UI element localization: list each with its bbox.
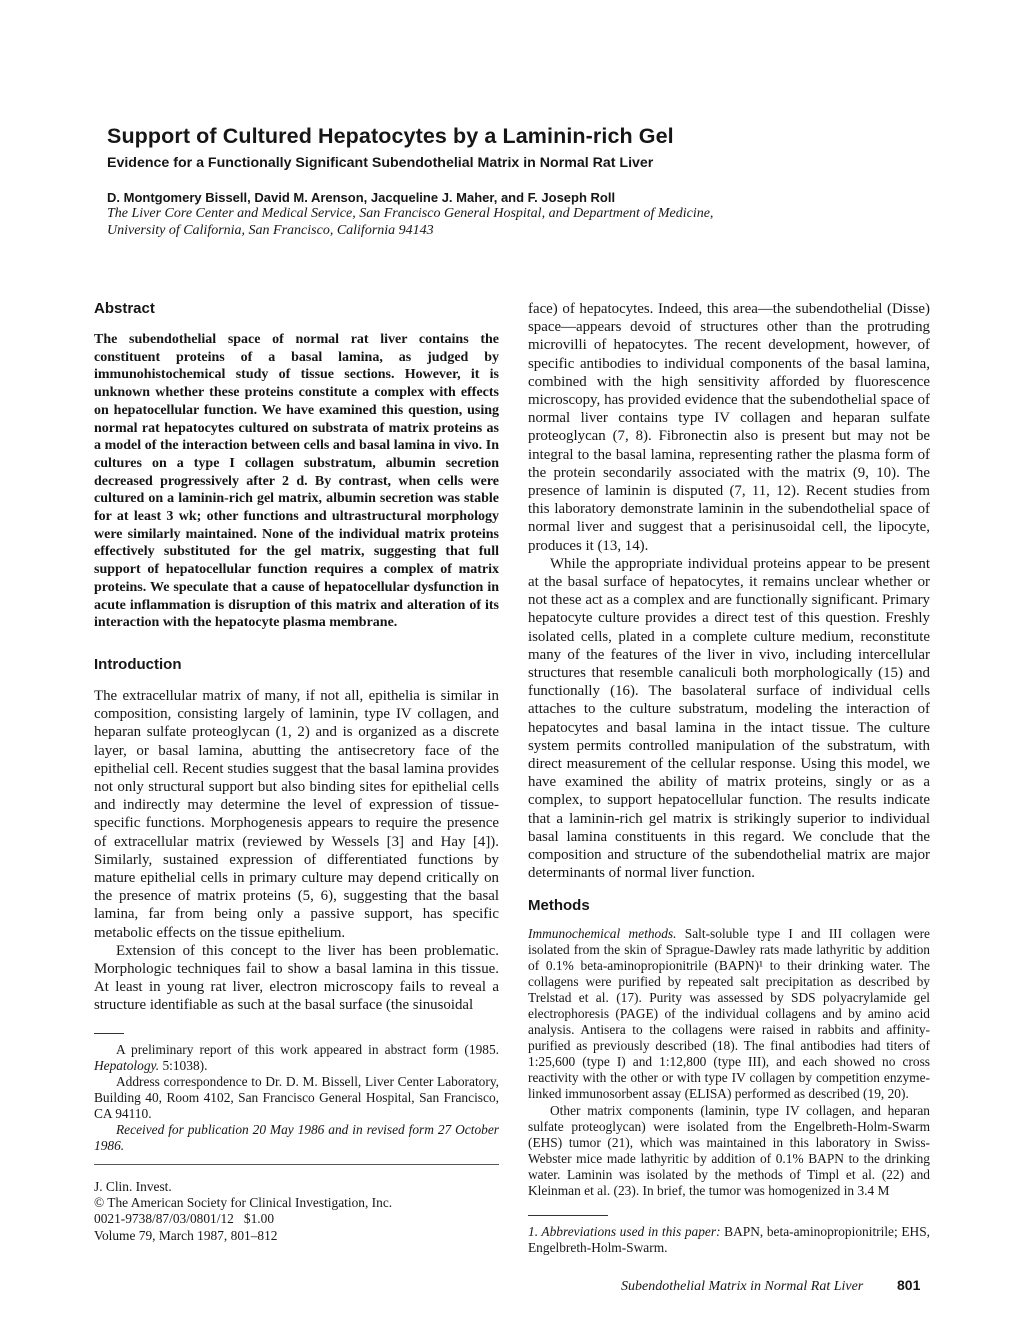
methods-paragraph-2: Other matrix components (laminin, type IV collagen, and heparan sulfate proteoglycan) were isolated from the Engelbreth-Holm-Swarm (EHS) tumor (21), which was maintained in this laboratory in Swiss-Webster mice made lathyritic by addition of 0.1% BAPN to the drinking water. Laminin was isolated by the methods of Timpl et al. (22) and Kleinman et al. (23). In brief, the tumor was homogenized in 3.4 M [528, 1102, 930, 1198]
introduction-heading: Introduction [94, 655, 182, 673]
abbreviation-footnote-label: 1. Abbreviations used in this paper: [528, 1224, 721, 1240]
introduction-paragraph-2-start: Extension of this concept to the liver has been problematic. Morphologic techniques fail to show a basal lamina in this tissue. At least in young rat liver, electron microscopy fails to reveal a structure identifiable as such at the basal surface (the sinusoidal [94, 942, 499, 1014]
methods-paragraph-1 [528, 926, 930, 1103]
footnote-divider [94, 1033, 124, 1034]
affiliation-line-1: The Liver Core Center and Medical Service, San Francisco General Hospital, and Department of Medicine, [107, 206, 714, 221]
journal-name: J. Clin. Invest. [94, 1179, 172, 1195]
preliminary-note-issue: 5:1038). [159, 1057, 208, 1073]
introduction-paragraph-1: The extracellular matrix of many, if not all, epithelia is similar in composition, consisting largely of laminin, type IV collagen, and heparan sulfate proteoglycan (1, 2) and is organized as a discrete layer, or basal lamina, abutting the antisecretory face of the epithelial cell. Recent studies suggest that the basal lamina provides not only structural support but also binding sites for epithelial cells and indirectly may determine the level of expression of tissue-specific functions. Morphogenesis appears to require the presence of extracellular matrix (reviewed by Wessels [3] and Hay [4]). Similarly, sustained expression of differentiated functions by mature epithelial cells in primary culture may depend critically on the presence of matrix proteins (5, 6), suggesting that the basal lamina, far from being only a passive support, has specific metabolic effects on the tissue epithelium. [94, 687, 499, 941]
correspondence-address: Address correspondence to Dr. D. M. Bissell, Liver Center Laboratory, Building 40, Room 4102, San Francisco General Hospital, San Francisco, CA 94110. [94, 1073, 499, 1121]
author-list: D. Montgomery Bissell, David M. Arenson, Jacqueline J. Maher, and F. Joseph Roll [107, 190, 616, 205]
page-number: 801 [897, 1277, 921, 1293]
preliminary-report-note [94, 1042, 499, 1074]
abstract-heading: Abstract [94, 300, 155, 317]
article-footnotes [94, 1042, 499, 1155]
abbreviation-footnote-divider [528, 1215, 608, 1216]
methods-heading: Methods [528, 896, 590, 914]
affiliation [107, 205, 927, 239]
running-footer: Subendothelial Matrix in Normal Rat Liver [621, 1279, 864, 1294]
article-subtitle: Evidence for a Functionally Significant Subendothelial Matrix in Normal Rat Liver [107, 155, 654, 171]
left-column [94, 300, 499, 1244]
introduction-paragraph-2-continued: face) of hepatocytes. Indeed, this area—the subendothelial (Disse) space—appears devoid of structures other than the protruding microvilli of hepatocytes. The recent development, however, of specific antibodies to individual components of the basal lamina, combined with the high sensitivity afforded by fluorescence microscopy, has provided evidence that the subendothelial space of normal liver contains type IV collagen and heparan sulfate proteoglycan (7, 8). Fibronectin also is present but may not be integral to the basal lamina, representing rather the plasma form of the protein secondarily associated with the matrix (9, 10). The presence of laminin is disputed (7, 11, 12). Recent studies from this laboratory demonstrate laminin in the subendothelial space of normal liver and suggest that a perisinusoidal cell, the lipocyte, produces it (13, 14). [528, 301, 930, 554]
right-column [528, 300, 930, 1256]
citation-divider [94, 1164, 499, 1165]
volume-info: Volume 79, March 1987, 801–812 [94, 1227, 278, 1243]
citation-block [94, 1179, 499, 1243]
affiliation-line-2: University of California, San Francisco, California 94143 [107, 223, 434, 238]
introduction-paragraph-3: While the appropriate individual proteins appear to be present at the basal surface of hepatocytes, it remains unclear whether or not these act as a complex and are functionally significant. Primary hepatocyte culture provides a direct test of this question. Freshly isolated cells, plated in a complete culture medium, reconstitute many of the features of the liver in vivo, including intercellular structures that resemble canaliculi both morphologically (15) and functionally (16). The basolateral surface of individual cells attaches to the culture substratum, modeling the interaction of hepatocytes and basal lamina in the intact tissue. The culture system permits controlled manipulation of the substratum, with direct measurement of the cellular response. Using this model, we have examined the ability of matrix proteins, singly or as a complex, to support hepatocellular function. The results indicate that a laminin-rich gel matrix is strikingly superior to individual basal lamina constituents in this regard. We conclude that the composition and structure of the subendothelial matrix are major determinants of normal liver function. [528, 555, 930, 882]
copyright-notice: © The American Society for Clinical Investigation, Inc. [94, 1195, 393, 1211]
methods-paragraph-1-text: Salt-soluble type I and III collagen were isolated from the skin of Sprague-Dawley rats made lathyritic by addition of 0.1% beta-aminopropionitrile (BAPN)¹ to their drinking water. The collagens were purified by repeated salt precipitation as described by Trelstad et al. (17). Purity was assessed by SDS polyacrylamide gel electrophoresis (PAGE) of the individual collagens and by amino acid analysis. Antisera to the collagens were raised in rabbits and affinity-purified as previously described (18). The final antibodies had titers of 1:25,600 (type I) and 1:12,800 (type III), and each showed no cross reactivity with the other or with type IV collagen by competition enzyme-linked immunosorbent assay (ELISA) performed as described (19, 20). [528, 925, 930, 1102]
abbreviation-footnote-text: BAPN, beta-aminopropionitrile; EHS, Engelbreth-Holm-Swarm. [528, 1224, 930, 1256]
preliminary-note-text: A preliminary report of this work appeared in abstract form (1985. [116, 1041, 499, 1057]
article-title: Support of Cultured Hepatocytes by a Laminin-rich Gel [107, 124, 674, 148]
received-date: Received for publication 20 May 1986 and in revised form 27 October 1986. [94, 1122, 499, 1154]
abbreviation-footnote [528, 1224, 930, 1256]
abstract-text: The subendothelial space of normal rat liver contains the constituent proteins of a basal lamina, as judged by immunohistochemical study of tissue sections. However, it is unknown whether these proteins constitute a complex with effects on hepatocellular function. We have examined this question, using normal rat hepatocytes cultured on substrata of matrix proteins as a model of the interaction between cells and basal lamina in vivo. In cultures on a type I collagen substratum, albumin secretion decreased progressively after 2 d. By contrast, when cells were cultured on a laminin-rich gel matrix, albumin secretion was stable for at least 3 wk; other functions and ultrastructural morphology were similarly maintained. None of the individual matrix proteins effectively substituted for the gel matrix, suggesting that full support of hepatocellular function requires a complex of matrix proteins. We speculate that a cause of hepatocellular dysfunction in acute inflammation is disruption of this matrix and alteration of its interaction with the hepatocyte plasma membrane. [94, 332, 499, 631]
immunochemical-subheading: Immunochemical methods. [528, 925, 677, 941]
article-code: 0021-9738/87/03/0801/12 $1.00 [94, 1211, 275, 1227]
preliminary-note-journal: Hepatology. [94, 1057, 160, 1073]
